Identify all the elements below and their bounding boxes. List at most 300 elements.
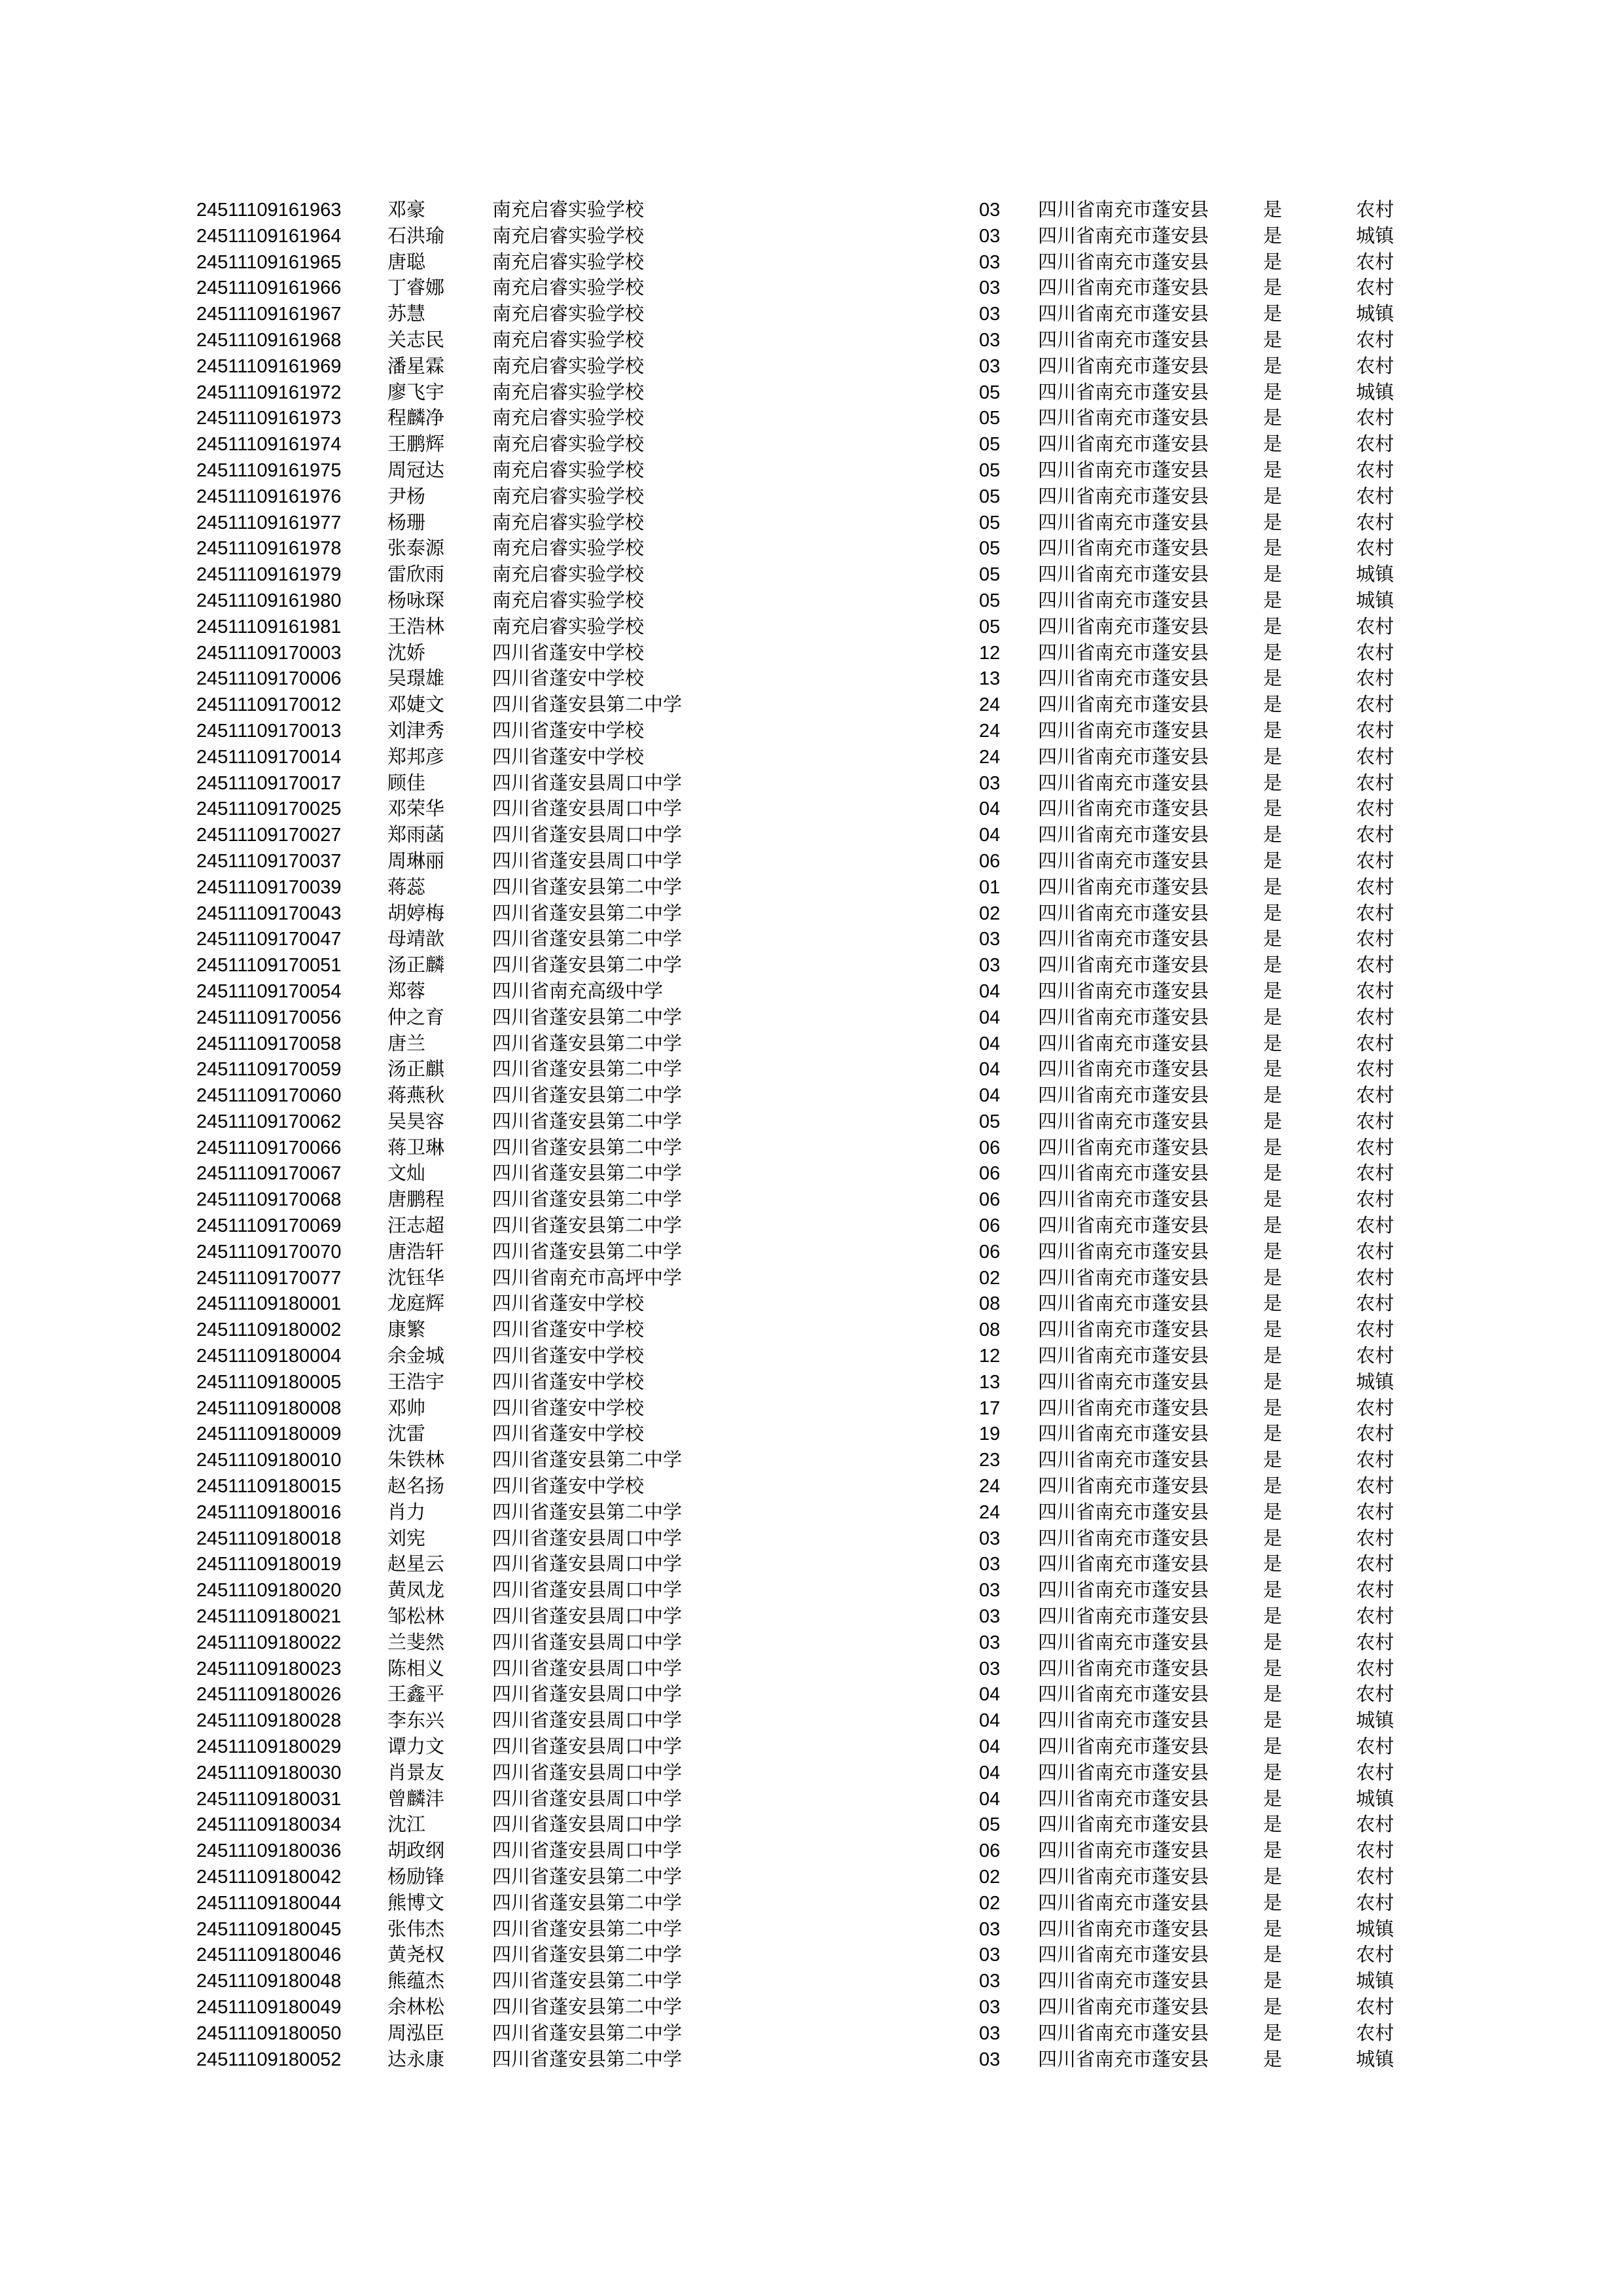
student-id-cell: 24511109170027: [196, 825, 342, 846]
school-cell: 四川省蓬安县第二中学: [492, 876, 683, 898]
region-cell: 四川省南充市蓬安县: [1038, 382, 1209, 403]
class-code-cell: 04: [979, 1085, 1001, 1107]
residence-type-cell: 农村: [1356, 825, 1395, 846]
student-name-cell: 丁睿娜: [387, 278, 445, 299]
student-name-cell: 吴昊容: [387, 1111, 445, 1132]
class-code-cell: 03: [979, 1918, 1001, 1940]
school-cell: 四川省蓬安县第二中学: [492, 1007, 683, 1028]
eligibility-cell: 是: [1263, 1137, 1283, 1158]
school-cell: 四川省蓬安县第二中学: [492, 1189, 683, 1211]
residence-type-cell: 城镇: [1356, 1710, 1395, 1732]
table-row: [196, 1578, 1395, 1604]
region-cell: 四川省南充市蓬安县: [1038, 1033, 1209, 1054]
class-code-cell: 05: [979, 486, 1001, 507]
table-row: [196, 1891, 1395, 1917]
eligibility-cell: 是: [1263, 1111, 1283, 1132]
school-cell: 四川省蓬安县第二中学: [492, 929, 683, 950]
student-name-cell: 唐兰: [387, 1033, 426, 1054]
school-cell: 四川省南充市高坪中学: [492, 1267, 683, 1289]
eligibility-cell: 是: [1263, 642, 1283, 664]
student-name-cell: 邓豪: [387, 200, 426, 221]
student-name-cell: 黄凤龙: [387, 1580, 445, 1602]
school-cell: 四川省蓬安县周口中学: [492, 825, 683, 846]
residence-type-cell: 农村: [1356, 616, 1395, 637]
eligibility-cell: 是: [1263, 720, 1283, 742]
student-name-cell: 沈江: [387, 1814, 426, 1836]
student-name-cell: 周琳丽: [387, 850, 445, 872]
student-id-cell: 24511109180021: [196, 1606, 342, 1628]
table-row: [196, 1552, 1395, 1578]
residence-type-cell: 农村: [1356, 329, 1395, 351]
eligibility-cell: 是: [1263, 1892, 1283, 1914]
residence-type-cell: 农村: [1356, 694, 1395, 716]
school-cell: 四川省蓬安中学校: [492, 642, 645, 664]
student-id-cell: 24511109180052: [196, 2049, 342, 2070]
student-name-cell: 王浩宇: [387, 1371, 445, 1393]
class-code-cell: 04: [979, 1684, 1001, 1706]
table-row: [196, 2021, 1395, 2047]
table-row: [196, 562, 1395, 588]
region-cell: 四川省南充市蓬安县: [1038, 1267, 1209, 1289]
eligibility-cell: 是: [1263, 1163, 1283, 1185]
table-row: [196, 1761, 1395, 1787]
school-cell: 南充启睿实验学校: [492, 434, 645, 456]
eligibility-cell: 是: [1263, 1814, 1283, 1836]
student-id-cell: 24511109180010: [196, 1450, 342, 1471]
residence-type-cell: 农村: [1356, 1293, 1395, 1315]
region-cell: 四川省南充市蓬安县: [1038, 1059, 1209, 1081]
table-row: [196, 1708, 1395, 1734]
student-id-cell: 24511109161965: [196, 251, 342, 273]
student-name-cell: 顾佳: [387, 772, 426, 794]
residence-type-cell: 农村: [1356, 850, 1395, 872]
table-row: [196, 692, 1395, 719]
eligibility-cell: 是: [1263, 1501, 1283, 1523]
student-id-cell: 24511109170043: [196, 903, 342, 924]
student-name-cell: 黄尧权: [387, 1945, 445, 1966]
class-code-cell: 03: [979, 1528, 1001, 1549]
student-name-cell: 邓荣华: [387, 798, 445, 820]
residence-type-cell: 农村: [1356, 1319, 1395, 1341]
table-row: [196, 302, 1395, 328]
student-id-cell: 24511109170054: [196, 980, 342, 1002]
class-code-cell: 12: [979, 1346, 1001, 1367]
student-name-cell: 肖景友: [387, 1762, 445, 1784]
student-id-cell: 24511109170062: [196, 1111, 342, 1132]
region-cell: 四川省南充市蓬安县: [1038, 564, 1209, 586]
residence-type-cell: 农村: [1356, 1867, 1395, 1888]
eligibility-cell: 是: [1263, 1554, 1283, 1575]
eligibility-cell: 是: [1263, 980, 1283, 1002]
region-cell: 四川省南充市蓬安县: [1038, 980, 1209, 1002]
region-cell: 四川省南充市蓬安县: [1038, 1007, 1209, 1028]
school-cell: 四川省蓬安县第二中学: [492, 1033, 683, 1054]
school-cell: 四川省蓬安县周口中学: [492, 1684, 683, 1706]
class-code-cell: 24: [979, 1476, 1001, 1498]
residence-type-cell: 城镇: [1356, 564, 1395, 586]
student-id-cell: 24511109170003: [196, 642, 342, 664]
student-id-cell: 24511109170039: [196, 876, 342, 898]
table-row: [196, 1526, 1395, 1552]
residence-type-cell: 农村: [1356, 1632, 1395, 1653]
eligibility-cell: 是: [1263, 850, 1283, 872]
region-cell: 四川省南充市蓬安县: [1038, 1137, 1209, 1158]
student-id-cell: 24511109161981: [196, 616, 342, 637]
eligibility-cell: 是: [1263, 1241, 1283, 1263]
residence-type-cell: 农村: [1356, 1684, 1395, 1706]
student-id-cell: 24511109170006: [196, 668, 342, 690]
residence-type-cell: 农村: [1356, 772, 1395, 794]
table-row: [196, 1657, 1395, 1683]
table-row: [196, 1787, 1395, 1813]
table-row: [196, 1995, 1395, 2021]
table-row: [196, 1812, 1395, 1839]
student-id-cell: 24511109161963: [196, 200, 342, 221]
residence-type-cell: 农村: [1356, 1736, 1395, 1758]
table-row: [196, 1630, 1395, 1657]
table-row: [196, 1370, 1395, 1396]
eligibility-cell: 是: [1263, 1632, 1283, 1653]
class-code-cell: 04: [979, 798, 1001, 820]
residence-type-cell: 农村: [1356, 1007, 1395, 1028]
student-id-cell: 24511109170051: [196, 955, 342, 977]
residence-type-cell: 农村: [1356, 1501, 1395, 1523]
student-name-cell: 赵星云: [387, 1554, 445, 1575]
eligibility-cell: 是: [1263, 1424, 1283, 1445]
residence-type-cell: 农村: [1356, 746, 1395, 768]
table-row: [196, 1865, 1395, 1891]
student-id-cell: 24511109180018: [196, 1528, 342, 1549]
region-cell: 四川省南充市蓬安县: [1038, 1554, 1209, 1575]
residence-type-cell: 农村: [1356, 1528, 1395, 1549]
student-id-cell: 24511109180019: [196, 1554, 342, 1575]
student-name-cell: 康繁: [387, 1319, 426, 1341]
eligibility-cell: 是: [1263, 1580, 1283, 1602]
residence-type-cell: 农村: [1356, 955, 1395, 977]
student-id-cell: 24511109180045: [196, 1918, 342, 1940]
eligibility-cell: 是: [1263, 1397, 1283, 1419]
class-code-cell: 04: [979, 1033, 1001, 1054]
student-id-cell: 24511109170056: [196, 1007, 342, 1028]
student-name-cell: 郑邦彦: [387, 746, 445, 768]
table-row: [196, 1031, 1395, 1058]
table-row: [196, 1136, 1395, 1162]
class-code-cell: 05: [979, 382, 1001, 403]
student-name-cell: 张伟杰: [387, 1918, 445, 1940]
residence-type-cell: 农村: [1356, 642, 1395, 664]
class-code-cell: 03: [979, 200, 1001, 221]
class-code-cell: 13: [979, 668, 1001, 690]
region-cell: 四川省南充市蓬安县: [1038, 1788, 1209, 1810]
student-name-cell: 龙庭辉: [387, 1293, 445, 1315]
school-cell: 四川省蓬安县第二中学: [492, 1137, 683, 1158]
residence-type-cell: 农村: [1356, 1996, 1395, 2018]
residence-type-cell: 农村: [1356, 1033, 1395, 1054]
residence-type-cell: 农村: [1356, 459, 1395, 481]
student-name-cell: 邓帅: [387, 1397, 426, 1419]
region-cell: 四川省南充市蓬安县: [1038, 1814, 1209, 1836]
region-cell: 四川省南充市蓬安县: [1038, 278, 1209, 299]
school-cell: 南充启睿实验学校: [492, 459, 645, 481]
student-name-cell: 王鹏辉: [387, 434, 445, 456]
region-cell: 四川省南充市蓬安县: [1038, 1945, 1209, 1966]
student-name-cell: 杨珊: [387, 512, 426, 533]
school-cell: 四川省蓬安中学校: [492, 720, 645, 742]
student-id-cell: 24511109180028: [196, 1710, 342, 1732]
region-cell: 四川省南充市蓬安县: [1038, 903, 1209, 924]
residence-type-cell: 农村: [1356, 1606, 1395, 1628]
student-name-cell: 石洪瑜: [387, 225, 445, 247]
school-cell: 四川省蓬安县周口中学: [492, 1632, 683, 1653]
student-id-cell: 24511109170012: [196, 694, 342, 716]
region-cell: 四川省南充市蓬安县: [1038, 1085, 1209, 1107]
student-id-cell: 24511109180048: [196, 1971, 342, 1992]
eligibility-cell: 是: [1263, 929, 1283, 950]
student-name-cell: 周泓臣: [387, 2022, 445, 2044]
student-name-cell: 唐浩轩: [387, 1241, 445, 1263]
student-name-cell: 陈相义: [387, 1658, 445, 1679]
student-name-cell: 母靖歆: [387, 929, 445, 950]
student-name-cell: 杨励锋: [387, 1867, 445, 1888]
school-cell: 四川省蓬安县周口中学: [492, 1554, 683, 1575]
class-code-cell: 05: [979, 616, 1001, 637]
eligibility-cell: 是: [1263, 1085, 1283, 1107]
eligibility-cell: 是: [1263, 1840, 1283, 1862]
eligibility-cell: 是: [1263, 825, 1283, 846]
class-code-cell: 06: [979, 1241, 1001, 1263]
table-row: [196, 224, 1395, 250]
class-code-cell: 02: [979, 1867, 1001, 1888]
student-name-cell: 汤正麟: [387, 955, 445, 977]
residence-type-cell: 城镇: [1356, 225, 1395, 247]
table-row: [196, 615, 1395, 641]
school-cell: 四川省蓬安中学校: [492, 1319, 645, 1341]
residence-type-cell: 农村: [1356, 980, 1395, 1002]
table-row: [196, 666, 1395, 692]
table-row: [196, 250, 1395, 276]
table-row: [196, 2047, 1395, 2073]
student-id-cell: 24511109170066: [196, 1137, 342, 1158]
school-cell: 四川省蓬安县第二中学: [492, 1918, 683, 1940]
eligibility-cell: 是: [1263, 251, 1283, 273]
class-code-cell: 17: [979, 1397, 1001, 1419]
residence-type-cell: 城镇: [1356, 1971, 1395, 1992]
school-cell: 南充启睿实验学校: [492, 225, 645, 247]
school-cell: 四川省蓬安县周口中学: [492, 1606, 683, 1628]
region-cell: 四川省南充市蓬安县: [1038, 720, 1209, 742]
class-code-cell: 06: [979, 850, 1001, 872]
student-name-cell: 郑雨菡: [387, 825, 445, 846]
residence-type-cell: 农村: [1356, 1658, 1395, 1679]
residence-type-cell: 农村: [1356, 903, 1395, 924]
eligibility-cell: 是: [1263, 903, 1283, 924]
eligibility-cell: 是: [1263, 1346, 1283, 1367]
student-name-cell: 仲之育: [387, 1007, 445, 1028]
class-code-cell: 19: [979, 1424, 1001, 1445]
student-name-cell: 潘星霖: [387, 355, 445, 377]
class-code-cell: 05: [979, 512, 1001, 533]
school-cell: 四川省蓬安县第二中学: [492, 1501, 683, 1523]
class-code-cell: 03: [979, 278, 1001, 299]
region-cell: 四川省南充市蓬安县: [1038, 2049, 1209, 2070]
eligibility-cell: 是: [1263, 512, 1283, 533]
table-row: [196, 1396, 1395, 1422]
eligibility-cell: 是: [1263, 1450, 1283, 1471]
student-id-cell: 24511109180002: [196, 1319, 342, 1341]
eligibility-cell: 是: [1263, 1606, 1283, 1628]
student-name-cell: 张泰源: [387, 538, 445, 560]
residence-type-cell: 农村: [1356, 486, 1395, 507]
school-cell: 南充启睿实验学校: [492, 329, 645, 351]
eligibility-cell: 是: [1263, 434, 1283, 456]
eligibility-cell: 是: [1263, 694, 1283, 716]
eligibility-cell: 是: [1263, 382, 1283, 403]
table-row: [196, 771, 1395, 797]
residence-type-cell: 农村: [1356, 1892, 1395, 1914]
student-name-cell: 杨咏琛: [387, 590, 445, 611]
region-cell: 四川省南充市蓬安县: [1038, 1111, 1209, 1132]
class-code-cell: 03: [979, 225, 1001, 247]
class-code-cell: 04: [979, 825, 1001, 846]
residence-type-cell: 城镇: [1356, 1788, 1395, 1810]
eligibility-cell: 是: [1263, 1319, 1283, 1341]
region-cell: 四川省南充市蓬安县: [1038, 642, 1209, 664]
region-cell: 四川省南充市蓬安县: [1038, 459, 1209, 481]
residence-type-cell: 农村: [1356, 538, 1395, 560]
school-cell: 南充启睿实验学校: [492, 355, 645, 377]
school-cell: 四川省蓬安县周口中学: [492, 1788, 683, 1810]
student-id-cell: 24511109170047: [196, 929, 342, 950]
residence-type-cell: 农村: [1356, 1840, 1395, 1862]
residence-type-cell: 农村: [1356, 929, 1395, 950]
table-row: [196, 1266, 1395, 1292]
eligibility-cell: 是: [1263, 772, 1283, 794]
eligibility-cell: 是: [1263, 564, 1283, 586]
eligibility-cell: 是: [1263, 1293, 1283, 1315]
student-name-cell: 邹松林: [387, 1606, 445, 1628]
eligibility-cell: 是: [1263, 538, 1283, 560]
eligibility-cell: 是: [1263, 225, 1283, 247]
eligibility-cell: 是: [1263, 746, 1283, 768]
class-code-cell: 05: [979, 1814, 1001, 1836]
residence-type-cell: 城镇: [1356, 382, 1395, 403]
school-cell: 四川省蓬安中学校: [492, 1293, 645, 1315]
student-id-cell: 24511109170013: [196, 720, 342, 742]
student-id-cell: 24511109180008: [196, 1397, 342, 1419]
student-id-cell: 24511109180022: [196, 1632, 342, 1653]
student-id-cell: 24511109161964: [196, 225, 342, 247]
eligibility-cell: 是: [1263, 304, 1283, 325]
student-name-cell: 沈雷: [387, 1424, 426, 1445]
table-row: [196, 1943, 1395, 1969]
eligibility-cell: 是: [1263, 408, 1283, 429]
table-row: [196, 1474, 1395, 1500]
eligibility-cell: 是: [1263, 1736, 1283, 1758]
table-row: [196, 1604, 1395, 1630]
table-row: [196, 1187, 1395, 1213]
school-cell: 四川省蓬安县周口中学: [492, 772, 683, 794]
school-cell: 南充启睿实验学校: [492, 382, 645, 403]
school-cell: 四川省蓬安县周口中学: [492, 1528, 683, 1549]
residence-type-cell: 农村: [1356, 668, 1395, 690]
eligibility-cell: 是: [1263, 355, 1283, 377]
student-id-cell: 24511109161976: [196, 486, 342, 507]
school-cell: 南充启睿实验学校: [492, 486, 645, 507]
residence-type-cell: 农村: [1356, 251, 1395, 273]
school-cell: 四川省南充高级中学: [492, 980, 664, 1002]
student-name-cell: 汪志超: [387, 1215, 445, 1237]
student-id-cell: 24511109170067: [196, 1163, 342, 1185]
region-cell: 四川省南充市蓬安县: [1038, 798, 1209, 820]
class-code-cell: 24: [979, 746, 1001, 768]
region-cell: 四川省南充市蓬安县: [1038, 1424, 1209, 1445]
student-id-cell: 24511109161967: [196, 304, 342, 325]
region-cell: 四川省南充市蓬安县: [1038, 590, 1209, 611]
student-id-cell: 24511109180049: [196, 1996, 342, 2018]
student-name-cell: 蒋蕊: [387, 876, 426, 898]
student-name-cell: 关志民: [387, 329, 445, 351]
table-row: [196, 1291, 1395, 1318]
class-code-cell: 03: [979, 329, 1001, 351]
region-cell: 四川省南充市蓬安县: [1038, 1658, 1209, 1679]
school-cell: 四川省蓬安县第二中学: [492, 955, 683, 977]
residence-type-cell: 农村: [1356, 1059, 1395, 1081]
school-cell: 四川省蓬安县第二中学: [492, 2049, 683, 2070]
class-code-cell: 13: [979, 1371, 1001, 1393]
school-cell: 南充启睿实验学校: [492, 251, 645, 273]
student-id-cell: 24511109170037: [196, 850, 342, 872]
region-cell: 四川省南充市蓬安县: [1038, 876, 1209, 898]
region-cell: 四川省南充市蓬安县: [1038, 1867, 1209, 1888]
residence-type-cell: 农村: [1356, 408, 1395, 429]
eligibility-cell: 是: [1263, 329, 1283, 351]
eligibility-cell: 是: [1263, 2049, 1283, 2070]
residence-type-cell: 城镇: [1356, 2049, 1395, 2070]
student-name-cell: 程麟净: [387, 408, 445, 429]
student-name-cell: 沈娇: [387, 642, 426, 664]
student-name-cell: 周冠达: [387, 459, 445, 481]
region-cell: 四川省南充市蓬安县: [1038, 2022, 1209, 2044]
student-id-cell: 24511109170060: [196, 1085, 342, 1107]
residence-type-cell: 农村: [1356, 1215, 1395, 1237]
student-name-cell: 廖飞宇: [387, 382, 445, 403]
school-cell: 南充启睿实验学校: [492, 200, 645, 221]
class-code-cell: 03: [979, 355, 1001, 377]
school-cell: 四川省蓬安县周口中学: [492, 1580, 683, 1602]
table-row: [196, 276, 1395, 302]
student-id-cell: 24511109180030: [196, 1762, 342, 1784]
region-cell: 四川省南充市蓬安县: [1038, 251, 1209, 273]
table-row: [196, 1839, 1395, 1865]
student-id-cell: 24511109170068: [196, 1189, 342, 1211]
class-code-cell: 03: [979, 1996, 1001, 2018]
table-row: [196, 979, 1395, 1005]
student-name-cell: 赵名扬: [387, 1476, 445, 1498]
region-cell: 四川省南充市蓬安县: [1038, 434, 1209, 456]
school-cell: 四川省蓬安中学校: [492, 1476, 645, 1498]
school-cell: 四川省蓬安县第二中学: [492, 1867, 683, 1888]
table-row: [196, 1969, 1395, 1995]
residence-type-cell: 农村: [1356, 1554, 1395, 1575]
student-name-cell: 李东兴: [387, 1710, 445, 1732]
student-name-cell: 文灿: [387, 1163, 426, 1185]
table-row: [196, 588, 1395, 615]
table-row: [196, 1083, 1395, 1109]
table-row: [196, 1109, 1395, 1136]
student-id-cell: 24511109161979: [196, 564, 342, 586]
student-id-cell: 24511109170014: [196, 746, 342, 768]
student-name-cell: 余金城: [387, 1346, 445, 1367]
